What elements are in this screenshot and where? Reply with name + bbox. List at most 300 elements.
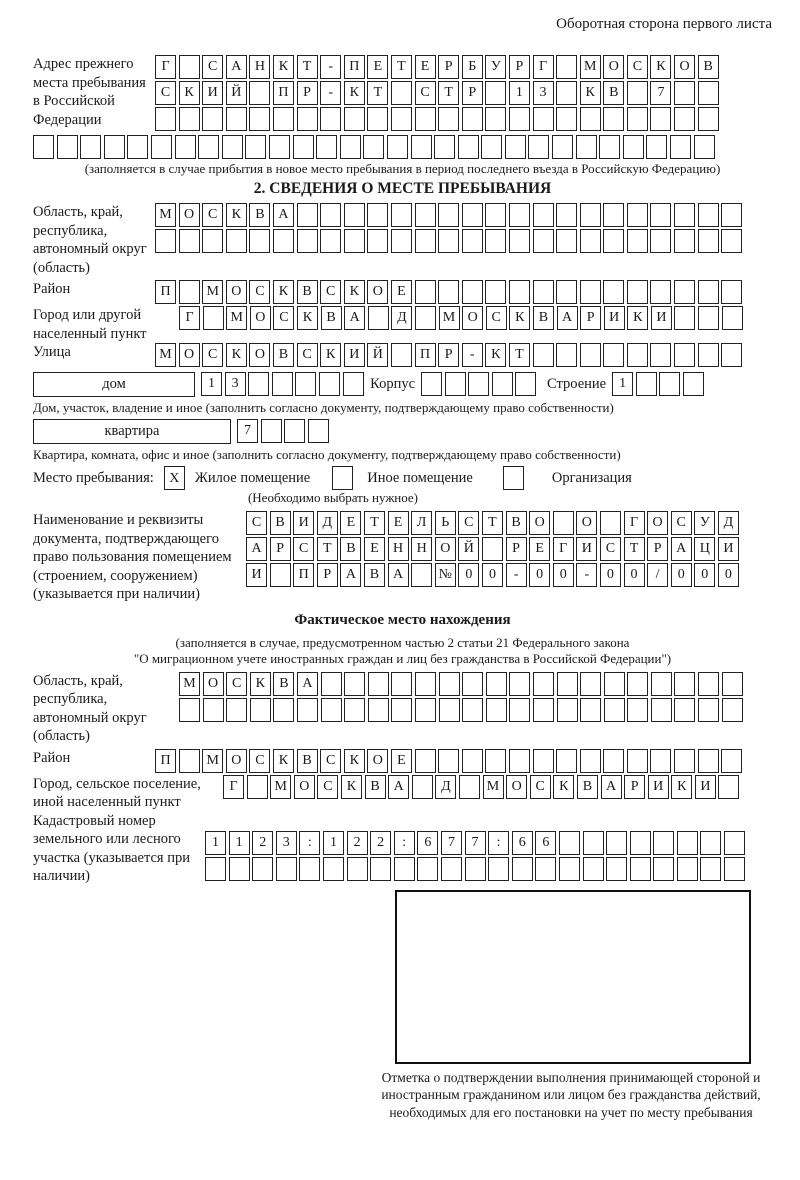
char-cell[interactable]: К	[250, 672, 271, 696]
char-cell[interactable]	[486, 672, 507, 696]
char-cell[interactable]: В	[533, 306, 554, 330]
char-cell[interactable]	[297, 203, 318, 227]
char-cell[interactable]	[604, 698, 625, 722]
char-cell[interactable]	[674, 698, 695, 722]
char-cell[interactable]	[627, 203, 648, 227]
char-cell[interactable]: Т	[364, 511, 385, 535]
char-cell[interactable]	[175, 135, 196, 159]
char-cell[interactable]	[485, 229, 506, 253]
char-cell[interactable]: Е	[364, 537, 385, 561]
char-cell[interactable]: А	[340, 563, 361, 587]
char-cell[interactable]	[580, 280, 601, 304]
char-cell[interactable]	[249, 229, 270, 253]
char-cell[interactable]	[321, 698, 342, 722]
char-cell[interactable]	[674, 203, 695, 227]
char-cell[interactable]	[411, 563, 432, 587]
char-cell[interactable]	[293, 135, 314, 159]
char-cell[interactable]: 6	[512, 831, 533, 855]
char-cell[interactable]	[344, 229, 365, 253]
char-cell[interactable]: К	[273, 280, 294, 304]
char-cell[interactable]: К	[273, 55, 294, 79]
char-cell[interactable]: Д	[435, 775, 456, 799]
char-cell[interactable]	[509, 280, 530, 304]
char-cell[interactable]	[556, 229, 577, 253]
char-cell[interactable]: 1	[612, 372, 633, 396]
char-cell[interactable]	[552, 135, 573, 159]
char-cell[interactable]: Е	[391, 749, 412, 773]
char-cell[interactable]	[580, 107, 601, 131]
char-cell[interactable]: 0	[553, 563, 574, 587]
char-cell[interactable]	[718, 775, 739, 799]
char-cell[interactable]: С	[226, 672, 247, 696]
char-cell[interactable]: А	[388, 775, 409, 799]
char-cell[interactable]: С	[202, 203, 223, 227]
char-cell[interactable]	[343, 372, 364, 396]
char-cell[interactable]	[700, 831, 721, 855]
char-cell[interactable]	[576, 135, 597, 159]
char-cell[interactable]: К	[344, 280, 365, 304]
char-cell[interactable]	[202, 229, 223, 253]
char-cell[interactable]	[627, 280, 648, 304]
char-cell[interactable]: С	[155, 81, 176, 105]
char-cell[interactable]: 6	[417, 831, 438, 855]
char-cell[interactable]	[698, 306, 719, 330]
char-cell[interactable]: С	[600, 537, 621, 561]
char-cell[interactable]	[391, 107, 412, 131]
char-cell[interactable]	[438, 749, 459, 773]
char-cell[interactable]: Р	[580, 306, 601, 330]
char-cell[interactable]: К	[580, 81, 601, 105]
char-cell[interactable]: С	[671, 511, 692, 535]
char-cell[interactable]	[509, 229, 530, 253]
char-cell[interactable]	[179, 698, 200, 722]
char-cell[interactable]: О	[226, 749, 247, 773]
char-cell[interactable]	[367, 229, 388, 253]
char-cell[interactable]: К	[553, 775, 574, 799]
char-cell[interactable]: 7	[650, 81, 671, 105]
char-cell[interactable]	[347, 857, 368, 881]
char-cell[interactable]	[434, 135, 455, 159]
char-cell[interactable]	[320, 107, 341, 131]
char-cell[interactable]: Т	[317, 537, 338, 561]
char-cell[interactable]	[284, 419, 305, 443]
char-cell[interactable]: И	[576, 537, 597, 561]
char-cell[interactable]: :	[394, 831, 415, 855]
char-cell[interactable]: 3	[533, 81, 554, 105]
char-cell[interactable]: Н	[249, 55, 270, 79]
char-cell[interactable]	[674, 343, 695, 367]
char-cell[interactable]	[179, 229, 200, 253]
char-cell[interactable]	[583, 831, 604, 855]
char-cell[interactable]	[533, 698, 554, 722]
char-cell[interactable]	[674, 749, 695, 773]
char-cell[interactable]: С	[486, 306, 507, 330]
char-cell[interactable]	[415, 203, 436, 227]
char-cell[interactable]	[482, 537, 503, 561]
char-cell[interactable]: Р	[509, 55, 530, 79]
char-cell[interactable]	[651, 698, 672, 722]
char-cell[interactable]: В	[297, 749, 318, 773]
char-cell[interactable]: 0	[718, 563, 739, 587]
char-cell[interactable]: 7	[465, 831, 486, 855]
char-cell[interactable]: Е	[367, 55, 388, 79]
char-cell[interactable]	[627, 698, 648, 722]
char-cell[interactable]: К	[341, 775, 362, 799]
char-cell[interactable]: К	[179, 81, 200, 105]
char-cell[interactable]: М	[270, 775, 291, 799]
char-cell[interactable]: И	[648, 775, 669, 799]
char-cell[interactable]	[205, 857, 226, 881]
char-cell[interactable]: И	[293, 511, 314, 535]
char-cell[interactable]	[674, 107, 695, 131]
char-cell[interactable]	[721, 280, 742, 304]
char-cell[interactable]: В	[273, 672, 294, 696]
char-cell[interactable]: /	[647, 563, 668, 587]
char-cell[interactable]	[269, 135, 290, 159]
char-cell[interactable]	[323, 857, 344, 881]
char-cell[interactable]: Е	[415, 55, 436, 79]
char-cell[interactable]: -	[576, 563, 597, 587]
char-cell[interactable]: О	[226, 280, 247, 304]
char-cell[interactable]: Г	[155, 55, 176, 79]
char-cell[interactable]	[367, 107, 388, 131]
char-cell[interactable]: М	[179, 672, 200, 696]
char-cell[interactable]	[415, 698, 436, 722]
char-cell[interactable]	[659, 372, 680, 396]
char-cell[interactable]	[202, 107, 223, 131]
char-cell[interactable]: С	[273, 306, 294, 330]
char-cell[interactable]: И	[246, 563, 267, 587]
char-cell[interactable]	[674, 280, 695, 304]
char-cell[interactable]: В	[270, 511, 291, 535]
char-cell[interactable]	[344, 672, 365, 696]
char-cell[interactable]: :	[299, 831, 320, 855]
char-cell[interactable]	[438, 107, 459, 131]
char-cell[interactable]: О	[576, 511, 597, 535]
char-cell[interactable]: О	[367, 749, 388, 773]
char-cell[interactable]: М	[202, 749, 223, 773]
char-cell[interactable]	[533, 107, 554, 131]
char-cell[interactable]: И	[695, 775, 716, 799]
char-cell[interactable]	[722, 698, 743, 722]
char-cell[interactable]	[439, 672, 460, 696]
char-cell[interactable]: Т	[367, 81, 388, 105]
char-cell[interactable]	[391, 229, 412, 253]
char-cell[interactable]	[340, 135, 361, 159]
char-cell[interactable]	[270, 563, 291, 587]
char-cell[interactable]	[316, 135, 337, 159]
char-cell[interactable]	[603, 107, 624, 131]
char-cell[interactable]	[533, 343, 554, 367]
char-cell[interactable]: С	[458, 511, 479, 535]
char-cell[interactable]	[721, 749, 742, 773]
char-cell[interactable]: Т	[509, 343, 530, 367]
char-cell[interactable]: К	[273, 749, 294, 773]
char-cell[interactable]	[179, 280, 200, 304]
char-cell[interactable]: Р	[462, 81, 483, 105]
char-cell[interactable]: А	[388, 563, 409, 587]
char-cell[interactable]	[368, 672, 389, 696]
char-cell[interactable]	[462, 749, 483, 773]
char-cell[interactable]	[391, 698, 412, 722]
residence-checkbox-zhiloe[interactable]: X	[164, 466, 185, 490]
char-cell[interactable]	[724, 831, 745, 855]
char-cell[interactable]: С	[293, 537, 314, 561]
char-cell[interactable]: П	[155, 749, 176, 773]
char-cell[interactable]: В	[273, 343, 294, 367]
char-cell[interactable]	[462, 698, 483, 722]
char-cell[interactable]	[674, 672, 695, 696]
char-cell[interactable]	[155, 229, 176, 253]
char-cell[interactable]: Е	[529, 537, 550, 561]
char-cell[interactable]: К	[627, 306, 648, 330]
char-cell[interactable]: С	[415, 81, 436, 105]
char-cell[interactable]: 1	[229, 831, 250, 855]
char-cell[interactable]: 2	[252, 831, 273, 855]
char-cell[interactable]: С	[317, 775, 338, 799]
char-cell[interactable]: 0	[482, 563, 503, 587]
char-cell[interactable]: И	[344, 343, 365, 367]
char-cell[interactable]	[677, 857, 698, 881]
char-cell[interactable]: Д	[718, 511, 739, 535]
char-cell[interactable]: Ц	[694, 537, 715, 561]
char-cell[interactable]	[468, 372, 489, 396]
char-cell[interactable]: В	[506, 511, 527, 535]
char-cell[interactable]: Т	[482, 511, 503, 535]
char-cell[interactable]: О	[179, 203, 200, 227]
char-cell[interactable]: М	[580, 55, 601, 79]
char-cell[interactable]	[248, 372, 269, 396]
char-cell[interactable]	[623, 135, 644, 159]
char-cell[interactable]	[249, 81, 270, 105]
char-cell[interactable]	[694, 135, 715, 159]
char-cell[interactable]	[57, 135, 78, 159]
char-cell[interactable]	[580, 672, 601, 696]
char-cell[interactable]: К	[320, 343, 341, 367]
char-cell[interactable]	[533, 280, 554, 304]
char-cell[interactable]	[653, 857, 674, 881]
char-cell[interactable]	[412, 775, 433, 799]
char-cell[interactable]	[203, 306, 224, 330]
char-cell[interactable]	[368, 698, 389, 722]
char-cell[interactable]: Д	[391, 306, 412, 330]
char-cell[interactable]: К	[485, 343, 506, 367]
char-cell[interactable]	[363, 135, 384, 159]
char-cell[interactable]	[583, 857, 604, 881]
char-cell[interactable]	[226, 229, 247, 253]
char-cell[interactable]	[650, 107, 671, 131]
char-cell[interactable]	[606, 857, 627, 881]
char-cell[interactable]: В	[364, 563, 385, 587]
char-cell[interactable]	[603, 203, 624, 227]
char-cell[interactable]: К	[671, 775, 692, 799]
char-cell[interactable]: М	[483, 775, 504, 799]
char-cell[interactable]	[179, 55, 200, 79]
char-cell[interactable]: С	[320, 749, 341, 773]
char-cell[interactable]: В	[577, 775, 598, 799]
char-cell[interactable]: О	[435, 537, 456, 561]
char-cell[interactable]	[509, 107, 530, 131]
char-cell[interactable]	[486, 698, 507, 722]
char-cell[interactable]	[485, 107, 506, 131]
char-cell[interactable]	[698, 698, 719, 722]
char-cell[interactable]: Н	[411, 537, 432, 561]
char-cell[interactable]	[492, 372, 513, 396]
char-cell[interactable]: Е	[388, 511, 409, 535]
char-cell[interactable]	[321, 672, 342, 696]
char-cell[interactable]	[533, 672, 554, 696]
char-cell[interactable]: П	[273, 81, 294, 105]
char-cell[interactable]	[391, 672, 412, 696]
char-cell[interactable]	[698, 107, 719, 131]
char-cell[interactable]	[646, 135, 667, 159]
char-cell[interactable]: 1	[201, 372, 222, 396]
char-cell[interactable]: №	[435, 563, 456, 587]
char-cell[interactable]: 7	[237, 419, 258, 443]
char-cell[interactable]: С	[202, 343, 223, 367]
char-cell[interactable]: 1	[205, 831, 226, 855]
char-cell[interactable]: В	[340, 537, 361, 561]
char-cell[interactable]	[700, 857, 721, 881]
char-cell[interactable]	[698, 672, 719, 696]
char-cell[interactable]: А	[246, 537, 267, 561]
char-cell[interactable]	[677, 831, 698, 855]
char-cell[interactable]: Й	[226, 81, 247, 105]
char-cell[interactable]	[319, 372, 340, 396]
char-cell[interactable]: Р	[624, 775, 645, 799]
char-cell[interactable]: В	[698, 55, 719, 79]
char-cell[interactable]: Д	[317, 511, 338, 535]
char-cell[interactable]: У	[694, 511, 715, 535]
char-cell[interactable]: 3	[276, 831, 297, 855]
char-cell[interactable]: К	[650, 55, 671, 79]
char-cell[interactable]: О	[462, 306, 483, 330]
char-cell[interactable]	[462, 203, 483, 227]
char-cell[interactable]: Р	[270, 537, 291, 561]
char-cell[interactable]: Г	[223, 775, 244, 799]
char-cell[interactable]	[630, 831, 651, 855]
char-cell[interactable]	[226, 698, 247, 722]
char-cell[interactable]: И	[604, 306, 625, 330]
char-cell[interactable]: -	[506, 563, 527, 587]
char-cell[interactable]: И	[651, 306, 672, 330]
char-cell[interactable]: М	[155, 203, 176, 227]
char-cell[interactable]: 0	[624, 563, 645, 587]
char-cell[interactable]: С	[202, 55, 223, 79]
char-cell[interactable]: С	[627, 55, 648, 79]
char-cell[interactable]	[465, 857, 486, 881]
char-cell[interactable]: Й	[367, 343, 388, 367]
char-cell[interactable]	[698, 229, 719, 253]
char-cell[interactable]	[415, 107, 436, 131]
char-cell[interactable]	[600, 511, 621, 535]
char-cell[interactable]	[636, 372, 657, 396]
char-cell[interactable]: О	[367, 280, 388, 304]
char-cell[interactable]	[580, 698, 601, 722]
char-cell[interactable]	[485, 203, 506, 227]
char-cell[interactable]	[222, 135, 243, 159]
char-cell[interactable]	[556, 55, 577, 79]
char-cell[interactable]	[273, 698, 294, 722]
char-cell[interactable]: -	[320, 81, 341, 105]
char-cell[interactable]: :	[488, 831, 509, 855]
char-cell[interactable]	[557, 698, 578, 722]
char-cell[interactable]	[299, 857, 320, 881]
residence-checkbox-inoe[interactable]	[332, 466, 353, 490]
char-cell[interactable]: А	[297, 672, 318, 696]
char-cell[interactable]: В	[603, 81, 624, 105]
char-cell[interactable]	[650, 229, 671, 253]
char-cell[interactable]	[604, 672, 625, 696]
char-cell[interactable]: С	[249, 749, 270, 773]
char-cell[interactable]: Г	[624, 511, 645, 535]
char-cell[interactable]: Р	[438, 55, 459, 79]
char-cell[interactable]: И	[202, 81, 223, 105]
char-cell[interactable]	[603, 280, 624, 304]
char-cell[interactable]	[559, 831, 580, 855]
char-cell[interactable]: О	[647, 511, 668, 535]
char-cell[interactable]: Т	[391, 55, 412, 79]
char-cell[interactable]: Б	[462, 55, 483, 79]
char-cell[interactable]	[553, 511, 574, 535]
char-cell[interactable]: Й	[458, 537, 479, 561]
char-cell[interactable]	[488, 857, 509, 881]
char-cell[interactable]: 2	[347, 831, 368, 855]
char-cell[interactable]	[683, 372, 704, 396]
char-cell[interactable]	[509, 698, 530, 722]
char-cell[interactable]: 2	[370, 831, 391, 855]
char-cell[interactable]	[394, 857, 415, 881]
char-cell[interactable]	[670, 135, 691, 159]
char-cell[interactable]: 1	[509, 81, 530, 105]
char-cell[interactable]	[387, 135, 408, 159]
char-cell[interactable]	[599, 135, 620, 159]
char-cell[interactable]	[698, 203, 719, 227]
char-cell[interactable]: Р	[297, 81, 318, 105]
char-cell[interactable]	[320, 229, 341, 253]
char-cell[interactable]	[580, 749, 601, 773]
char-cell[interactable]: Т	[297, 55, 318, 79]
char-cell[interactable]	[515, 372, 536, 396]
char-cell[interactable]: П	[344, 55, 365, 79]
char-cell[interactable]	[505, 135, 526, 159]
char-cell[interactable]: К	[226, 203, 247, 227]
char-cell[interactable]	[226, 107, 247, 131]
char-cell[interactable]	[252, 857, 273, 881]
char-cell[interactable]	[556, 203, 577, 227]
char-cell[interactable]	[245, 135, 266, 159]
char-cell[interactable]	[674, 229, 695, 253]
char-cell[interactable]: А	[344, 306, 365, 330]
char-cell[interactable]	[485, 749, 506, 773]
char-cell[interactable]	[249, 107, 270, 131]
char-cell[interactable]: К	[297, 306, 318, 330]
char-cell[interactable]	[445, 372, 466, 396]
char-cell[interactable]	[698, 749, 719, 773]
char-cell[interactable]: Р	[506, 537, 527, 561]
char-cell[interactable]	[627, 672, 648, 696]
char-cell[interactable]: 1	[323, 831, 344, 855]
char-cell[interactable]: А	[671, 537, 692, 561]
char-cell[interactable]	[627, 229, 648, 253]
char-cell[interactable]: С	[249, 280, 270, 304]
char-cell[interactable]	[603, 343, 624, 367]
char-cell[interactable]: О	[674, 55, 695, 79]
char-cell[interactable]	[104, 135, 125, 159]
char-cell[interactable]	[724, 857, 745, 881]
char-cell[interactable]	[462, 229, 483, 253]
char-cell[interactable]	[603, 749, 624, 773]
